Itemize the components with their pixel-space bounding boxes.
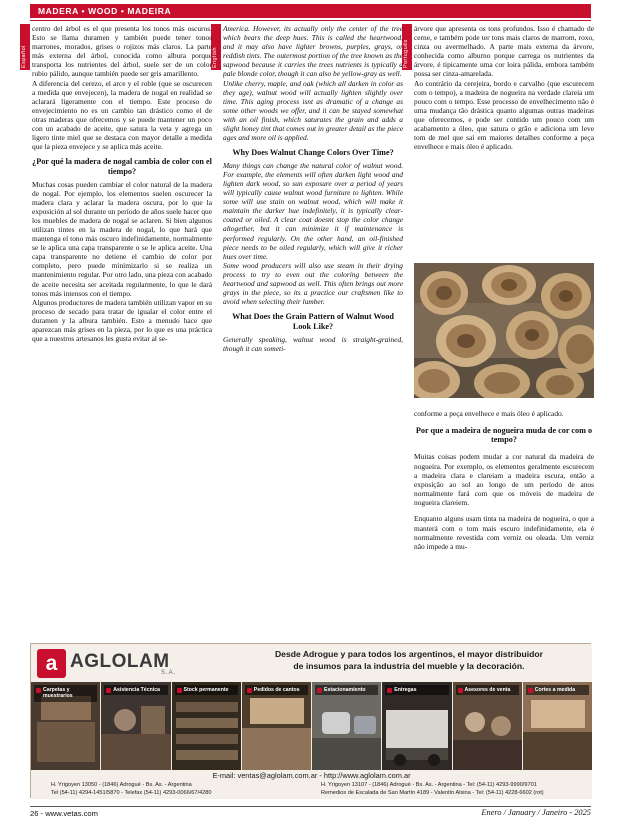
ad-address-left-line2: Tel (54-11) 4294-1451/5870 - Telefax (54-11) 4293-0066/67/4280 <box>51 789 212 796</box>
ad-photo-strip <box>31 682 592 770</box>
paragraph: Some wood producers will also use steam in their drying process to try to even out the coloring between the heartwood and sapwood as well. This often brings out more grays in the piece, so its a practice our craftsmen like to avoid when selecting their lumber. <box>223 260 403 307</box>
section-header-bar <box>30 4 591 18</box>
ad-address-right <box>321 782 544 797</box>
ad-badge-label: Cortes a medida <box>526 685 589 695</box>
ad-brand-suffix: S.A. <box>161 670 177 676</box>
footer-page-and-site: 26 - www.vetas.com <box>30 809 98 818</box>
language-tab-spanish <box>20 24 30 70</box>
subheading: Why Does Walnut Change Colors Over Time? <box>232 148 394 158</box>
ad-cell-asistencia <box>101 682 171 770</box>
paragraph: Generally speaking, walnut wood is straight-grained, though it can someti- <box>223 334 403 353</box>
article-column-portuguese <box>414 24 594 151</box>
ad-cell-asesores <box>453 682 523 770</box>
section-header-label: MADERA • WOOD • MADEIRA <box>38 6 172 16</box>
language-tab-portuguese <box>402 24 412 70</box>
subheading: What Does the Grain Pattern of Walnut Wood Look Like? <box>232 312 394 331</box>
footer-divider <box>30 806 591 807</box>
ad-badge-label: Carpetas y muestrarios <box>34 685 97 702</box>
ad-badge-label: Estacionamiento <box>315 685 378 695</box>
ad-tagline-line1: Desde Adrogue y para todos los argentinos, el mayor distribuidor <box>274 649 544 659</box>
subheading: Por que a madeira de nogueira muda de cor com o tempo? <box>415 425 593 445</box>
article-column-portuguese-continued <box>414 402 594 558</box>
ad-cell-entregas <box>382 682 452 770</box>
paragraph: Unlike cherry, maple, and oak (which all darken in color as they age), walnut wood will actually lighten slightly over time. This aging process isnt as dramatic of a change as some other woods we offer, and it can be stayed somewhat with an oil finish, which saturates the grain and adds a slight honey tint that comes out in greater detail as the piece ages and more oil is applied. <box>223 78 403 143</box>
ad-cell-stock <box>172 682 242 770</box>
paragraph: Enquanto alguns usam tinta na madeira de nogueira, o que a manterá com o tom mais escuro indefinidamente, ela é normalmente revestida com verniz ou oleada. Um verniz não impede a mu- <box>414 514 594 551</box>
ad-header <box>31 644 592 682</box>
language-tab-portuguese-label: Português <box>403 39 409 68</box>
language-tab-english <box>211 24 221 70</box>
ad-address-left <box>51 782 211 797</box>
ad-address-right-line1: H. Yrigoyen 13107 - (1846) Adrogué - Bs. As. - Argentina - Tel: (54-11) 4293-9990/9701 <box>321 782 537 788</box>
paragraph: Algunos productores de madera también utilizan vapor en su proceso de secado para tratar de igualar el color entre el duramen y la albura también. Esto a menudo hace que aparezcan más grises en la pieza, por lo que es una práctica que a nuestros artesanos les gusta evitar al se- <box>32 297 212 344</box>
paragraph: conforme a peça envelhece e mais óleo é aplicado. <box>414 409 564 419</box>
ad-cell-pedidos <box>242 682 312 770</box>
language-tab-english-label: English <box>212 47 218 68</box>
ad-badge-label: Pedidos de cantos <box>245 685 308 695</box>
ad-address-left-line1: H. Yrigoyen 13050 - (1846) Adrogué - Bs. As. - Argentina <box>51 782 192 788</box>
ad-tagline <box>231 648 587 672</box>
footer-issue-date: Enero / January / Janeiro - 2025 <box>481 808 591 817</box>
ad-email-line[interactable]: E-mail: ventas@aglolam.com.ar - http://www.aglolam.com.ar <box>212 771 411 780</box>
paragraph: America. However, its actually only the center of the tree which bears the deep hues. This is called the heartwood, and it may also have lighter browns, purples, grays, or reddish tints. The outermost portion of the tree known as the sapwood because it carries the trees nutrients is typically a pale blonde color, though it can also be yellow-gray as well. <box>223 24 403 79</box>
paragraph: Muchas cosas pueden cambiar el color natural de la madera de nogal. Por ejemplo, los elementos suelen oscurecer la madera clara y aclarar la madera oscura, por lo que la exposición al sol durante un período de años suele hacer que los muebles de madera de nogal se aclaren. Si bien algunos utilizan tintes en la madera de nogal, lo que hará que mantenga el tono más oscuro indefinidamente, normalmente se le aplica una capa transparente o se le aplica aceite. Una capa transparente no detiene el cambio de color por completo, pero puede minimizarlo si se realiza un mantenimiento regular. Por otro lado, una pieza con acabado de aceite necesita ser aceitada regularmente, lo que le dará tonos más intensos con el tiempo. <box>32 179 212 298</box>
ad-address-right-line2: Remedios de Escalada de San Martín 4189 - Valentín Alsina - Tel: (54-11) 4228-6602 (rot) <box>321 789 544 796</box>
paragraph: Many things can change the natural color of walnut wood. For example, the elements will often darken light wood and lighten dark wood, so sun exposure over a period of years will typically cause walnut wood furniture to lighten. While some will use stain on walnut wood, which will make it maintain the darker hue indefinitely, it is typically clear-coated or oiled. A clear coat doesnt stop the color change altogether, but it can minimize it if maintenance is performed regularly. On the other hand, an oil-finished piece needs to be oiled regularly, which will give it richer hues over time. <box>223 160 403 261</box>
ad-badge-label: Entregas <box>385 685 448 695</box>
paragraph: árvore que apresenta os tons profundos. Isso é chamado de cerne, e também pode ter tons mais claros de marrom, roxo, cinza ou avermelhado. A parte mais externa da árvore, conhecida como alburno porque carrega os nutrientes da árvore, é tipicamente uma cor loira pálida, embora também possa ser cinza-amarelada. <box>414 24 594 79</box>
ad-badge-label: Stock permanente <box>175 685 238 695</box>
ad-logo-mark: a <box>37 649 66 678</box>
advertisement-aglolam[interactable] <box>30 643 591 798</box>
ad-cell-carpetas <box>31 682 101 770</box>
walnut-logs-photo <box>414 263 594 398</box>
walnut-logs-illustration <box>414 263 594 398</box>
ad-cell-estacionamiento <box>312 682 382 770</box>
ad-cell-cortes <box>523 682 592 770</box>
paragraph: Ao contrário da cerejeira, bordo e carvalho (que escurecem com o tempo), a madeira de nogueira na verdade clareia um pouco com o tempo. Esse processo de envelhecimento não é uma mudança tão drástica quanto algumas outras madeiras que oferecemos, e pode ser contido um pouco com um acabamento a óleo, que satura o grão e adiciona um leve tom de mel que sai em maiores detalhes conforme a peça envelhece e mais óleo é aplicado. <box>414 78 594 152</box>
ad-badge-label: Asistencia Técnica <box>104 685 167 695</box>
paragraph: A diferencia del cerezo, el arce y el roble (que se oscurecen a medida que envejecen), la madera de nogal en realidad se aclarará ligeramente con el tiempo. Este proceso de envejecimiento no es un cambio tan drástico como el de otras maderas que ofrecemos y se puede mantener un poco con un acabado de aceite, que satura la veta y agrega un ligero tinte miel que se destaca con mayor detalle a medida que la pieza envejece y se aplica más aceite. <box>32 78 212 152</box>
ad-contact-block <box>31 770 592 799</box>
article-column-english <box>223 24 403 353</box>
ad-badge-label: Asesores de venta <box>456 685 519 695</box>
paragraph: centro del árbol es el que presenta los tonos más oscuros. Esto se llama duramen y también puede tener tonos marrones, morados, grises o rojizos más claros. La parte más externa del árbol, conocida como albura porque transporta los nutrientes del árbol, suele ser de un color rubio pálido, aunque también puede ser gris amarillento. <box>32 24 212 79</box>
paragraph: Muitas coisas podem mudar a cor natural da madeira de nogueira. Por exemplo, os elementos geralmente escurecem a madeira clara e clareiam a madeira escura, então a exposição ao sol ao longo de um período de anos normalmente fará com que os móveis de madeira de nogueira clareiem. <box>414 452 594 507</box>
ad-brand-name: AGLOLAM <box>70 651 170 672</box>
header-divider <box>30 20 591 21</box>
ad-logo <box>37 648 225 680</box>
ad-tagline-line2: de insumos para la industria del mueble y la decoración. <box>293 661 525 671</box>
subheading: ¿Por qué la madera de nogal cambia de color con el tiempo? <box>32 157 212 176</box>
article-column-spanish <box>32 24 212 343</box>
language-tab-spanish-label: Español <box>21 45 27 68</box>
